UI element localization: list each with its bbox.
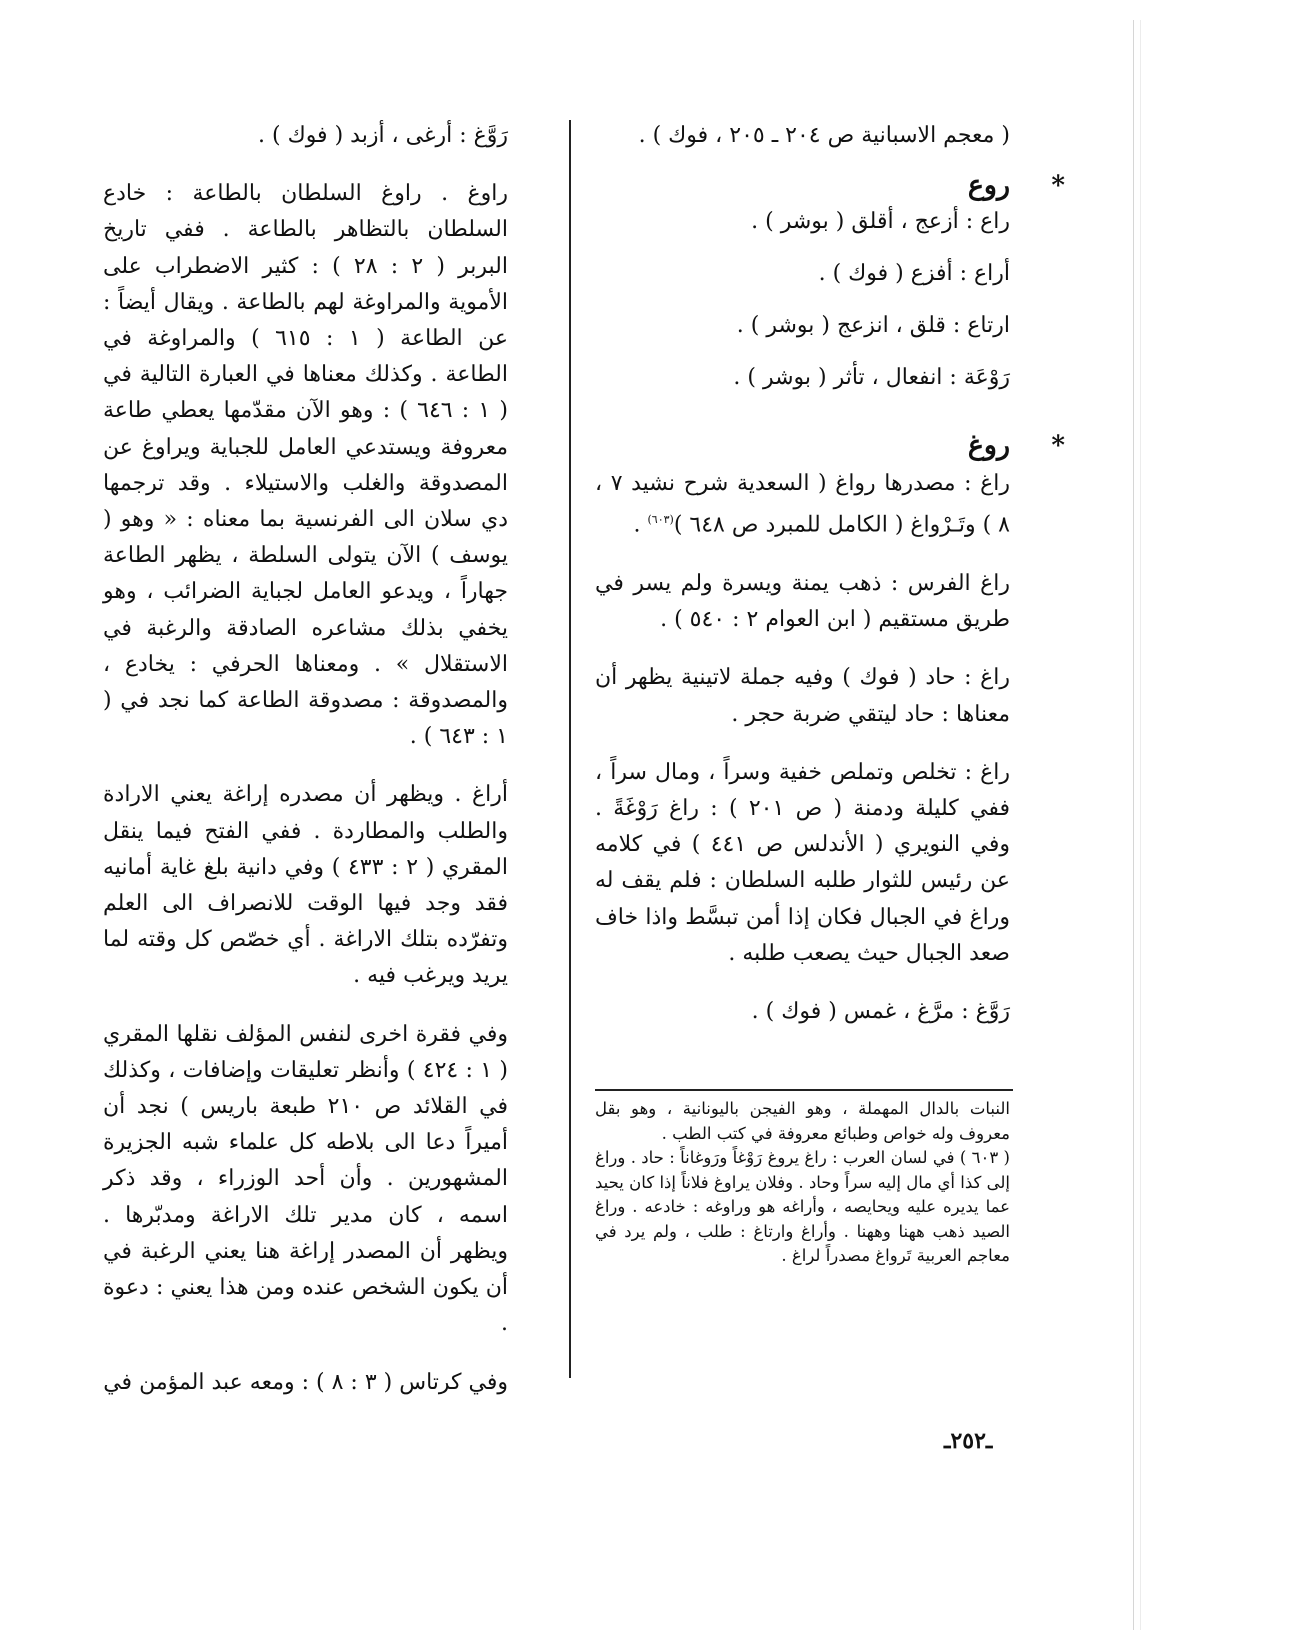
footnote-text: النبات بالدال المهملة ، وهو الفيجن باليونانية ، وهو بقل معروف وله خواص وطبائع معروفة في كتب الطب . (595, 1099, 1010, 1143)
definition-paragraph: راغ : مصدرها رواغ ( السعدية شرح نشيد ٧ ، ٨ ) وتَـرْواغ ( الكامل للمبرد ص ٦٤٨ )$^{(٦٠٣)}$ . (595, 471, 1011, 538)
definition-line: رَوْعَة : انفعال ، تأثر ( بوشر ) . (733, 365, 1010, 391)
definition-paragraph: رَوَّغ : مرَّغ ، غمس ( فوك ) . (751, 998, 1010, 1024)
footnotes (595, 1097, 1010, 1269)
page-number: ـ٢٥٢ـ (944, 1428, 993, 1454)
right-column (595, 118, 1065, 1030)
page-edge-line (1133, 20, 1134, 1630)
footnote-ref: (٦٠٣) (647, 513, 674, 527)
definition-paragraph: وفي كرتاس ( ٣ : ٨ ) : ومعه عبد المؤمن في (103, 1369, 508, 1395)
definition-paragraph: رَوَّغ : أرغى ، أزبد ( فوك ) . (258, 123, 508, 148)
entry-headword: روع (967, 170, 1010, 202)
left-column (103, 118, 508, 1401)
intro-line: ( معجم الاسبانية ص ٢٠٤ ـ ٢٠٥ ، فوك ) . (638, 123, 1010, 148)
definition-paragraph: أراغ . ويظهر أن مصدره إراغة يعني الارادة والطلب والمطاردة . ففي الفتح فيما ينقل المقري ( ٢ : ٤٣٣ ) وفي دانية بلغ غاية أمانيه فقد وجد فيها الوقت للانصراف الى العلم وتفرّده بتلك الاراغة . أي خصّص كل وقته لما يريد ويرغب فيه . (103, 782, 508, 989)
entry-star-icon: * (1051, 171, 1065, 202)
definition-paragraph: راغ : حاد ( فوك ) وفيه جملة لاتينية يظهر أن معناها : حاد ليتقي ضربة حجر . (595, 665, 1010, 727)
definition-paragraph: راغ : تخلص وتملص خفية وسراً ، ومال سراً ، ففي كليلة ودمنة ( ص ٢٠١ ) : راغ رَوْغَةً . وفي النويري ( الأندلس ص ٤٤١ ) في كلامه عن رئيس للثوار طلبه السلطان : فلم يقف له وراغ في الجبال فكان إذا أمن تبسَّط واذا خاف صعد الجبال حيث يصعب طلبه . (595, 759, 1010, 966)
definition-line: راع : أزعج ، أقلق ( بوشر ) . (751, 209, 1010, 235)
footnote-rule (595, 1089, 1013, 1091)
footnote-text: ( ٦٠٣ ) في لسان العرب : راغ يروغ رَوْغاً ورَوغاناً : حاد . وراغ إلى كذا أي مال إليه سراً وحاد . وفلان يراوغ فلاناً إذا كان يحيد عما يديره عليه ويحايصه ، وأراغه هو وراوغه : خادعه . وراغ الصيد ذهب ههنا وههنا . وأراغ وارتاغ : طلب ، ولم يرد في معاجم العربية تَرواغ مصدراً لراغ . (595, 1148, 1010, 1265)
definition-paragraph: راوغ . راوغ السلطان بالطاعة : خادع السلطان بالتظاهر بالطاعة . ففي تاريخ البربر ( ٢ : ٢٨ ) : كثير الاضطراب على الأموية والمراوغة لهم بالطاعة . ويقال أيضاً : عن الطاعة ( ١ : ٦١٥ ) والمراوغة في الطاعة . وكذلك معناها في العبارة التالية في ( ١ : ٦٤٦ ) : وهو الآن مقدّمها يعطي طاعة معروفة ويستدعي العامل للجباية ويراوغ عن المصدوقة والغلب والاستيلاء . وقد ترجمها دي سلان الى الفرنسية بما معناه : « وهو ( يوسف ) الآن يتولى السلطة ، يظهر الطاعة جهاراً ، ويدعو العامل لجباية الضرائب ، وهو يخفي بذلك مشاعره الصادقة والرغبة في الاستقلال » . ومعناها الحرفي : يخادع ، والمصدوقة : مصدوقة الطاعة كما نجد في ( ١ : ٦٤٣ ) . (103, 181, 508, 750)
definition-paragraph: وفي فقرة اخرى لنفس المؤلف نقلها المقري ( ١ : ٤٢٤ ) وأنظر تعليقات وإضافات ، وكذلك في القلائد ص ٢١٠ طبعة باريس ) نجد أن أميراً دعا الى بلاطه كل علماء شبه الجزيرة المشهورين . وأن أحد الوزراء ، وقد ذكر اسمه ، كان مدير تلك الاراغة ومدبّرها . ويظهر أن المصدر إراغة هنا يعني الرغبة في أن يكون الشخص عنده ومن هذا يعني : دعوة . (103, 1021, 508, 1337)
footnote-number: ( ٦٠٣ ) (959, 1148, 1010, 1167)
entry-star-icon: * (1051, 431, 1065, 462)
definition-line: أراع : أفزع ( فوك ) . (818, 261, 1010, 287)
entry-heading-rawagha (595, 426, 1065, 466)
definition-line: ارتاع : قلق ، انزعج ( بوشر ) . (736, 313, 1010, 339)
column-divider (569, 120, 571, 1378)
definition-paragraph: راغ الفرس : ذهب يمنة ويسرة ولم يسر في طريق مستقيم ( ابن العوام ٢ : ٥٤٠ ) . (595, 570, 1010, 633)
entry-heading-rawa (595, 166, 1065, 206)
entry-headword: روغ (967, 430, 1010, 462)
page-edge-line (1140, 20, 1141, 1630)
